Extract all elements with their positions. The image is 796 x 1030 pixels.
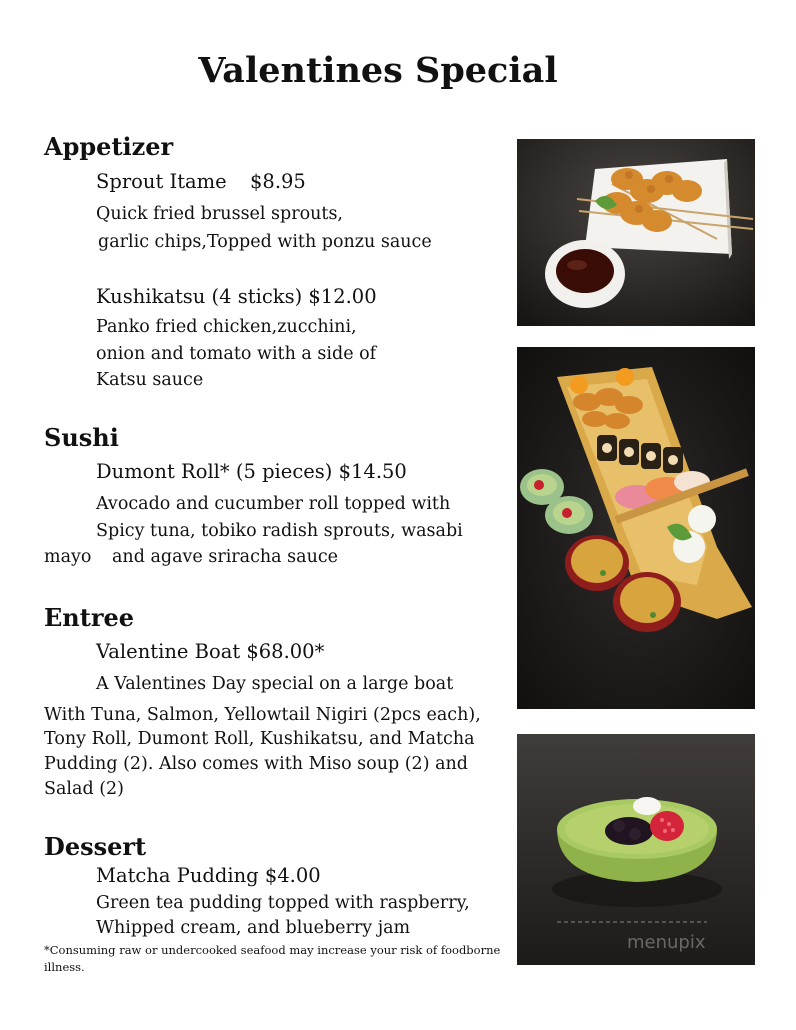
item-description: Quick fried brussel sprouts, (96, 204, 343, 224)
watermark-text: menupix (627, 932, 706, 953)
photo-matcha-pudding (517, 734, 755, 965)
footnote: illness. (44, 960, 85, 974)
item-matcha-pudding-title: Matcha Pudding $4.00 (96, 864, 321, 887)
menu-title: Valentines Special (198, 50, 558, 91)
item-description: A Valentines Day special on a large boat (96, 674, 454, 694)
item-description: garlic chips,Topped with ponzu sauce (98, 232, 432, 252)
section-heading-dessert: Dessert (44, 832, 147, 861)
item-description: Spicy tuna, tobiko radish sprouts, wasabi (96, 521, 463, 541)
section-heading-appetizer: Appetizer (44, 132, 174, 161)
section-heading-entree: Entree (44, 603, 135, 632)
item-sprout-itame-price: $8.95 (250, 170, 306, 193)
item-description: Tony Roll, Dumont Roll, Kushikatsu, and Matcha (44, 729, 475, 749)
item-sprout-itame-name: Sprout Itame (96, 170, 227, 193)
footnote: *Consuming raw or undercooked seafood may increase your risk of foodborne (44, 943, 501, 957)
item-description: Salad (2) (44, 779, 125, 799)
item-description: With Tuna, Salmon, Yellowtail Nigiri (2pcs each), (44, 705, 481, 725)
item-description: Whipped cream, and blueberry jam (96, 918, 411, 938)
item-kushikatsu-title: Kushikatsu (4 sticks) $12.00 (96, 285, 377, 308)
item-description: and agave sriracha sauce (112, 547, 338, 567)
section-heading-sushi: Sushi (44, 423, 119, 452)
item-valentine-boat-title: Valentine Boat $68.00* (96, 640, 325, 663)
item-description: Katsu sauce (96, 370, 204, 390)
photo-kushikatsu (517, 139, 755, 326)
item-description: Panko fried chicken,zucchini, (96, 317, 357, 337)
photo-valentine-boat (517, 347, 755, 709)
item-description: Avocado and cucumber roll topped with (96, 494, 451, 514)
item-description: onion and tomato with a side of (96, 344, 377, 364)
item-dumont-roll-title: Dumont Roll* (5 pieces) $14.50 (96, 460, 407, 483)
item-description: Pudding (2). Also comes with Miso soup (2) and (44, 754, 468, 774)
item-description: Green tea pudding topped with raspberry, (96, 893, 470, 913)
item-description: mayo (44, 547, 92, 567)
